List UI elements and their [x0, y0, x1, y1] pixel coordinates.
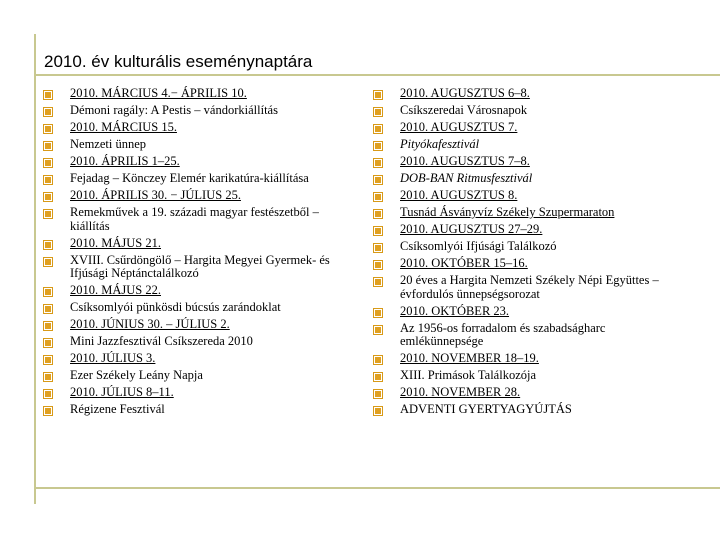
event-title: ADVENTI GYERTYAGYÚJTÁS [400, 402, 572, 417]
event-list-right [374, 87, 684, 420]
square-bullet-icon [44, 288, 52, 296]
list-item [44, 155, 344, 169]
square-bullet-icon [44, 210, 52, 218]
list-item [374, 274, 684, 302]
list-item [44, 369, 344, 383]
list-item [44, 318, 344, 332]
list-item [44, 301, 344, 315]
square-bullet-icon [44, 193, 52, 201]
list-item [374, 305, 684, 319]
list-item [374, 206, 684, 220]
list-item [44, 386, 344, 400]
square-bullet-icon [44, 91, 52, 99]
square-bullet-icon [44, 322, 52, 330]
event-title: XVIII. Csűrdöngölő – Hargita Megyei Gyermek- és Ifjúsági Néptánctalálkozó [70, 252, 330, 281]
event-date-link[interactable]: 2010. MÁJUS 22. [70, 283, 161, 298]
list-item [374, 121, 684, 135]
event-title: Mini Jazzfesztivál Csíkszereda 2010 [70, 334, 253, 349]
event-date-link[interactable]: 2010. NOVEMBER 18–19. [400, 351, 539, 366]
event-title: Démoni ragály: A Pestis – vándorkiállítás [70, 102, 278, 117]
title-underline-rule [34, 74, 720, 76]
list-item [44, 237, 344, 251]
event-title: Csíkszeredai Városnapok [400, 102, 528, 117]
square-bullet-icon [44, 339, 52, 347]
square-bullet-icon [374, 91, 382, 99]
square-bullet-icon [374, 108, 382, 116]
list-item [44, 138, 344, 152]
event-date-link[interactable]: 2010. MÁJUS 21. [70, 235, 161, 250]
event-date-link[interactable]: 2010. AUGUSZTUS 8. [400, 187, 518, 202]
list-item [44, 121, 344, 135]
event-date-link[interactable]: 2010. ÁPRILIS 30. − JÚLIUS 25. [70, 187, 241, 202]
square-bullet-icon [374, 390, 382, 398]
square-bullet-icon [44, 108, 52, 116]
event-date-link[interactable]: 2010. AUGUSZTUS 7. [400, 119, 518, 134]
square-bullet-icon [374, 244, 382, 252]
event-title: XIII. Primások Találkozója [400, 368, 537, 383]
square-bullet-icon [44, 176, 52, 184]
event-date-link[interactable]: 2010. JÚLIUS 3. [70, 351, 156, 366]
event-title: DOB-BAN Ritmusfesztivál [400, 170, 533, 185]
square-bullet-icon [374, 159, 382, 167]
list-item [44, 284, 344, 298]
event-date-link[interactable]: 2010. NOVEMBER 28. [400, 385, 521, 400]
list-item [374, 240, 684, 254]
event-date-link[interactable]: 2010. ÁPRILIS 1–25. [70, 153, 180, 168]
list-item [374, 403, 684, 417]
list-item [374, 369, 684, 383]
list-item [374, 104, 684, 118]
frame-bottom-rule [34, 487, 720, 489]
list-item [374, 172, 684, 186]
list-item [374, 386, 684, 400]
event-date-link[interactable]: 2010. OKTÓBER 23. [400, 303, 510, 318]
event-title: Nemzeti ünnep [70, 136, 147, 151]
square-bullet-icon [44, 390, 52, 398]
square-bullet-icon [374, 373, 382, 381]
list-item [44, 206, 344, 234]
list-item [44, 189, 344, 203]
square-bullet-icon [44, 241, 52, 249]
list-item [374, 155, 684, 169]
list-item [374, 352, 684, 366]
list-item [374, 87, 684, 101]
square-bullet-icon [44, 142, 52, 150]
list-item [44, 104, 344, 118]
list-item [44, 172, 344, 186]
list-item [374, 223, 684, 237]
event-title: Régizene Fesztivál [70, 402, 165, 417]
square-bullet-icon [374, 326, 382, 334]
square-bullet-icon [374, 309, 382, 317]
event-date-link[interactable]: 2010. AUGUSZTUS 7–8. [400, 153, 530, 168]
frame-left-rule [34, 34, 36, 504]
event-title: Csíksomlyói Ifjúsági Találkozó [400, 238, 557, 253]
list-item [44, 403, 344, 417]
event-title: Ezer Székely Leány Napja [70, 368, 203, 383]
square-bullet-icon [44, 258, 52, 266]
event-list-left [44, 87, 344, 420]
square-bullet-icon [44, 356, 52, 364]
square-bullet-icon [44, 373, 52, 381]
list-item [374, 189, 684, 203]
square-bullet-icon [44, 407, 52, 415]
list-item [44, 87, 344, 101]
list-item [44, 335, 344, 349]
square-bullet-icon [44, 125, 52, 133]
page-title: 2010. év kulturális eseménynaptára [44, 52, 313, 71]
event-date-link[interactable]: 2010. OKTÓBER 15–16. [400, 255, 528, 270]
list-item [374, 257, 684, 271]
event-date-link[interactable]: 2010. AUGUSZTUS 27–29. [400, 221, 543, 236]
event-date-link[interactable]: 2010. MÁRCIUS 4.− ÁPRILIS 10. [70, 86, 247, 100]
square-bullet-icon [44, 305, 52, 313]
event-title: Csíksomlyói pünkösdi búcsús zarándoklat [70, 300, 281, 315]
square-bullet-icon [374, 356, 382, 364]
square-bullet-icon [374, 261, 382, 269]
event-title: Pityókafesztivál [400, 136, 480, 151]
event-date-link[interactable]: 2010. JÚLIUS 8–11. [70, 385, 174, 400]
square-bullet-icon [374, 278, 382, 286]
event-title: Fejadag – Könczey Elemér karikatúra-kiállítása [70, 170, 309, 185]
event-date-link[interactable]: 2010. AUGUSZTUS 6–8. [400, 86, 530, 100]
square-bullet-icon [374, 407, 382, 415]
list-item [374, 322, 684, 350]
event-title: Az 1956-os forradalom és szabadságharc emlékünnepsége [400, 320, 606, 349]
square-bullet-icon [374, 193, 382, 201]
square-bullet-icon [374, 125, 382, 133]
list-item [374, 138, 684, 152]
event-title-link[interactable]: Tusnád Ásványvíz Székely Szupermaraton [400, 204, 615, 219]
square-bullet-icon [374, 142, 382, 150]
square-bullet-icon [374, 227, 382, 235]
square-bullet-icon [44, 159, 52, 167]
square-bullet-icon [374, 176, 382, 184]
list-item [44, 352, 344, 366]
event-date-link[interactable]: 2010. JÚNIUS 30. – JÚLIUS 2. [70, 317, 230, 332]
event-title: Remekművek a 19. századi magyar festészetből – kiállítás [70, 204, 319, 233]
event-date-link[interactable]: 2010. MÁRCIUS 15. [70, 119, 177, 134]
list-item [44, 254, 344, 282]
square-bullet-icon [374, 210, 382, 218]
event-title: 20 éves a Hargita Nemzeti Székely Népi Együttes – évfordulós ünnepségsorozat [400, 272, 659, 301]
